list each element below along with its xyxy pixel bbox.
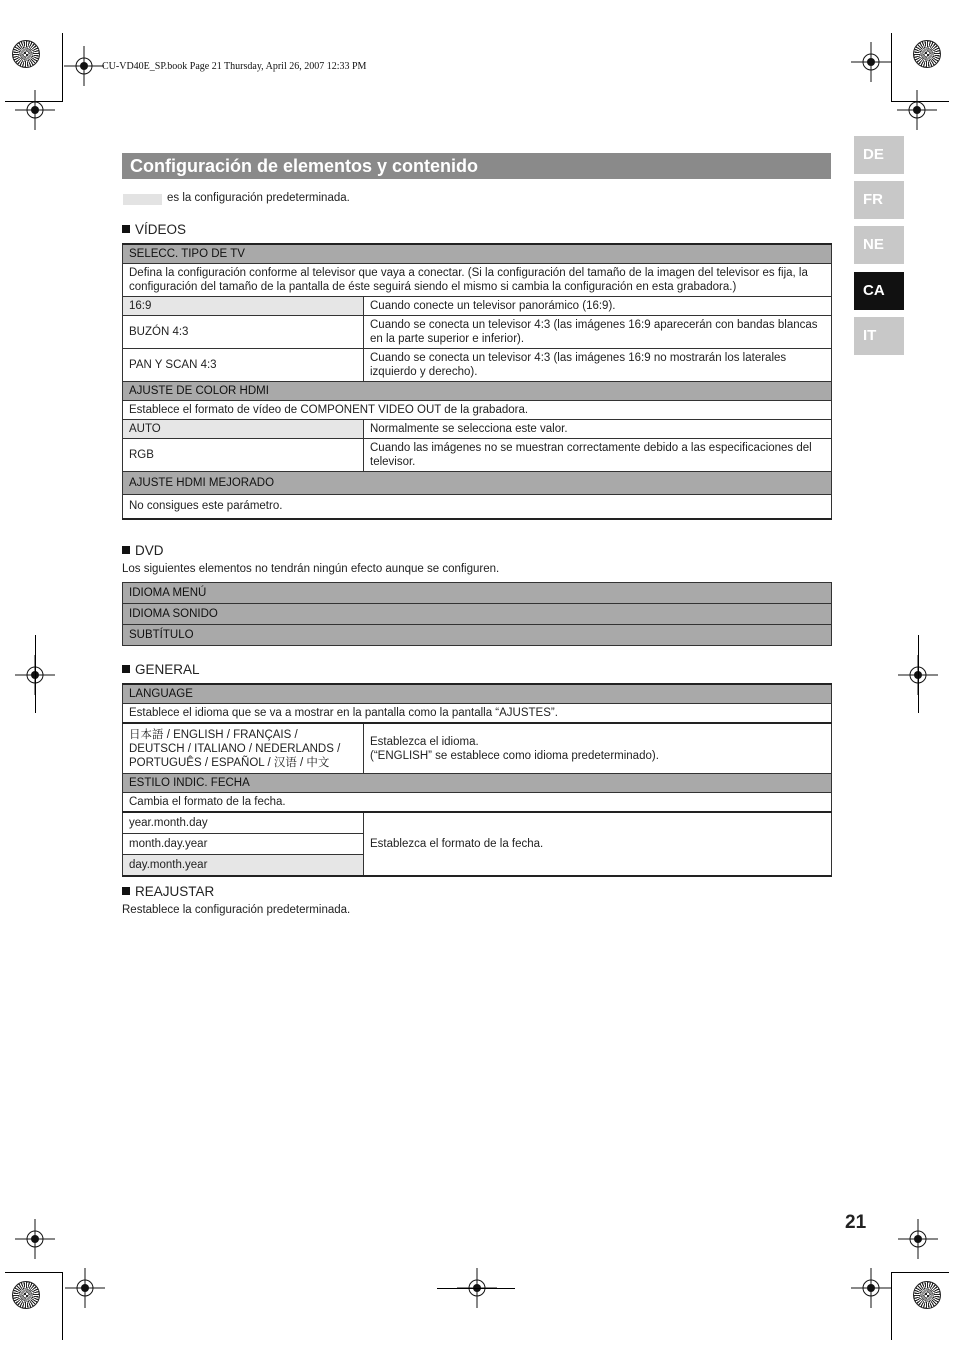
heading-label: DVD: [135, 543, 164, 558]
option-name: 16:9: [123, 297, 364, 316]
color-bar-sunburst-icon: [12, 1281, 40, 1309]
section-heading-general: [122, 662, 200, 677]
registration-mark-icon: [897, 90, 937, 130]
color-bar-sunburst-icon: [913, 1281, 941, 1309]
option-text: Cuando se conecta un televisor 4:3 (las imágenes 16:9 no mostrarán los laterales izquierdo y derecho).: [364, 349, 832, 382]
text-line: (“ENGLISH” se establece como idioma predeterminado).: [370, 749, 659, 762]
bullet-square-icon: [122, 546, 130, 554]
option-line: 日本語 / ENGLISH / FRANÇAIS /: [129, 729, 298, 741]
table-row: [123, 812, 832, 834]
registration-mark-icon: [898, 1219, 938, 1259]
tab-fr[interactable]: FR: [854, 181, 904, 219]
bullet-square-icon: [122, 665, 130, 673]
crop-mark: [5, 1272, 63, 1273]
option-name: PAN Y SCAN 4:3: [123, 349, 364, 382]
table-row: [123, 420, 832, 439]
bullet-square-icon: [122, 887, 130, 895]
option-text: Cuando las imágenes no se muestran correctamente debido a las especificaciones del televisor.: [364, 439, 832, 472]
table-row: [123, 723, 832, 774]
crop-mark: [437, 1288, 515, 1289]
table-row: [123, 472, 832, 495]
setting-title: AJUSTE DE COLOR HDMI: [123, 382, 832, 401]
videos-table: [122, 243, 832, 520]
setting-description: Establece el formato de vídeo de COMPONENT VIDEO OUT de la grabadora.: [123, 401, 832, 420]
text-line: Establezca el idioma.: [370, 735, 479, 748]
option-line: PORTUGUÊS / ESPAÑOL / 汉语 / 中文: [129, 757, 330, 769]
page-title: Configuración de elementos y contenido: [122, 153, 831, 179]
table-row: [123, 684, 832, 704]
table-row: [123, 349, 832, 382]
table-row: [123, 704, 832, 724]
option-name: BUZÓN 4:3: [123, 316, 364, 349]
setting-title: IDIOMA MENÚ: [123, 583, 832, 604]
table-row: [123, 401, 832, 420]
table-row: [123, 264, 832, 297]
option-name: day.month.year: [123, 855, 364, 877]
reajustar-note: Restablece la configuración predeterminada.: [122, 904, 351, 916]
setting-title: SUBTÍTULO: [123, 625, 832, 646]
heading-label: VÍDEOS: [135, 222, 187, 237]
registration-mark-icon: [15, 90, 55, 130]
bullet-square-icon: [122, 225, 130, 233]
table-row: [123, 793, 832, 813]
legend-text: es la configuración predeterminada.: [167, 192, 350, 204]
table-row: [123, 439, 832, 472]
table-row: [123, 625, 832, 646]
section-heading-reajustar: [122, 884, 214, 899]
registration-mark-icon: [64, 46, 104, 86]
option-text: Cuando conecte un televisor panorámico (16:9).: [364, 297, 832, 316]
option-text: Cuando se conecta un televisor 4:3 (las imágenes 16:9 aparecerán con bandas blancas en la parte superior e inferior).: [364, 316, 832, 349]
heading-label: REAJUSTAR: [135, 884, 215, 899]
print-header-line: CU-VD40E_SP.book Page 21 Thursday, April 26, 2007 12:33 PM: [102, 61, 367, 72]
heading-label: GENERAL: [135, 662, 200, 677]
crop-mark: [891, 1272, 892, 1340]
crop-mark: [35, 635, 36, 713]
option-text: Establezca el formato de la fecha.: [364, 812, 832, 876]
tab-ca[interactable]: CA: [854, 272, 904, 310]
general-table: [122, 683, 832, 877]
default-setting-swatch: [123, 194, 162, 205]
setting-title: ESTILO INDIC. FECHA: [123, 774, 832, 793]
section-heading-dvd: [122, 543, 164, 558]
setting-description: Establece el idioma que se va a mostrar en la pantalla como la pantalla “AJUSTES”.: [123, 704, 832, 724]
setting-description: No consigues este parámetro.: [123, 495, 832, 520]
crop-mark: [918, 635, 919, 713]
page-number: 21: [845, 1212, 867, 1233]
language-options: [123, 723, 364, 774]
table-row: [123, 604, 832, 625]
crop-mark: [62, 1272, 63, 1340]
table-row: [123, 495, 832, 520]
color-bar-sunburst-icon: [913, 40, 941, 68]
tab-de[interactable]: DE: [854, 136, 904, 174]
setting-title: SELECC. TIPO DE TV: [123, 244, 832, 264]
table-row: [123, 297, 832, 316]
table-row: [123, 382, 832, 401]
color-bar-sunburst-icon: [12, 40, 40, 68]
dvd-note: Los siguientes elementos no tendrán ningún efecto aunque se configuren.: [122, 563, 500, 575]
setting-title: AJUSTE HDMI MEJORADO: [123, 472, 832, 495]
section-heading-videos: [122, 222, 186, 237]
registration-mark-icon: [851, 42, 891, 82]
option-name: month.day.year: [123, 834, 364, 855]
table-row: [123, 244, 832, 264]
table-row: [123, 774, 832, 793]
setting-description: Defina la configuración conforme al televisor que vaya a conectar. (Si la configuración del tamaño de la imagen del televisor es fija, la configuración del tamaño de la pantalla de éste seguirá siendo el mismo si cambia la configuración en esta grabadora.): [123, 264, 832, 297]
option-line: DEUTSCH / ITALIANO / NEDERLANDS /: [129, 743, 341, 755]
setting-description: Cambia el formato de la fecha.: [123, 793, 832, 813]
crop-mark: [891, 33, 892, 101]
option-name: AUTO: [123, 420, 364, 439]
crop-mark: [62, 33, 63, 101]
registration-mark-icon: [15, 1219, 55, 1259]
table-row: [123, 583, 832, 604]
crop-mark: [891, 1272, 949, 1273]
tab-ne[interactable]: NE: [854, 226, 904, 264]
tab-it[interactable]: IT: [854, 317, 904, 355]
setting-title: IDIOMA SONIDO: [123, 604, 832, 625]
option-text: [364, 723, 832, 774]
option-text: Normalmente se selecciona este valor.: [364, 420, 832, 439]
setting-title: LANGUAGE: [123, 684, 832, 704]
table-row: [123, 316, 832, 349]
registration-mark-icon: [851, 1268, 891, 1308]
option-name: RGB: [123, 439, 364, 472]
dvd-table: [122, 582, 832, 646]
option-name: year.month.day: [123, 812, 364, 834]
registration-mark-icon: [65, 1268, 105, 1308]
